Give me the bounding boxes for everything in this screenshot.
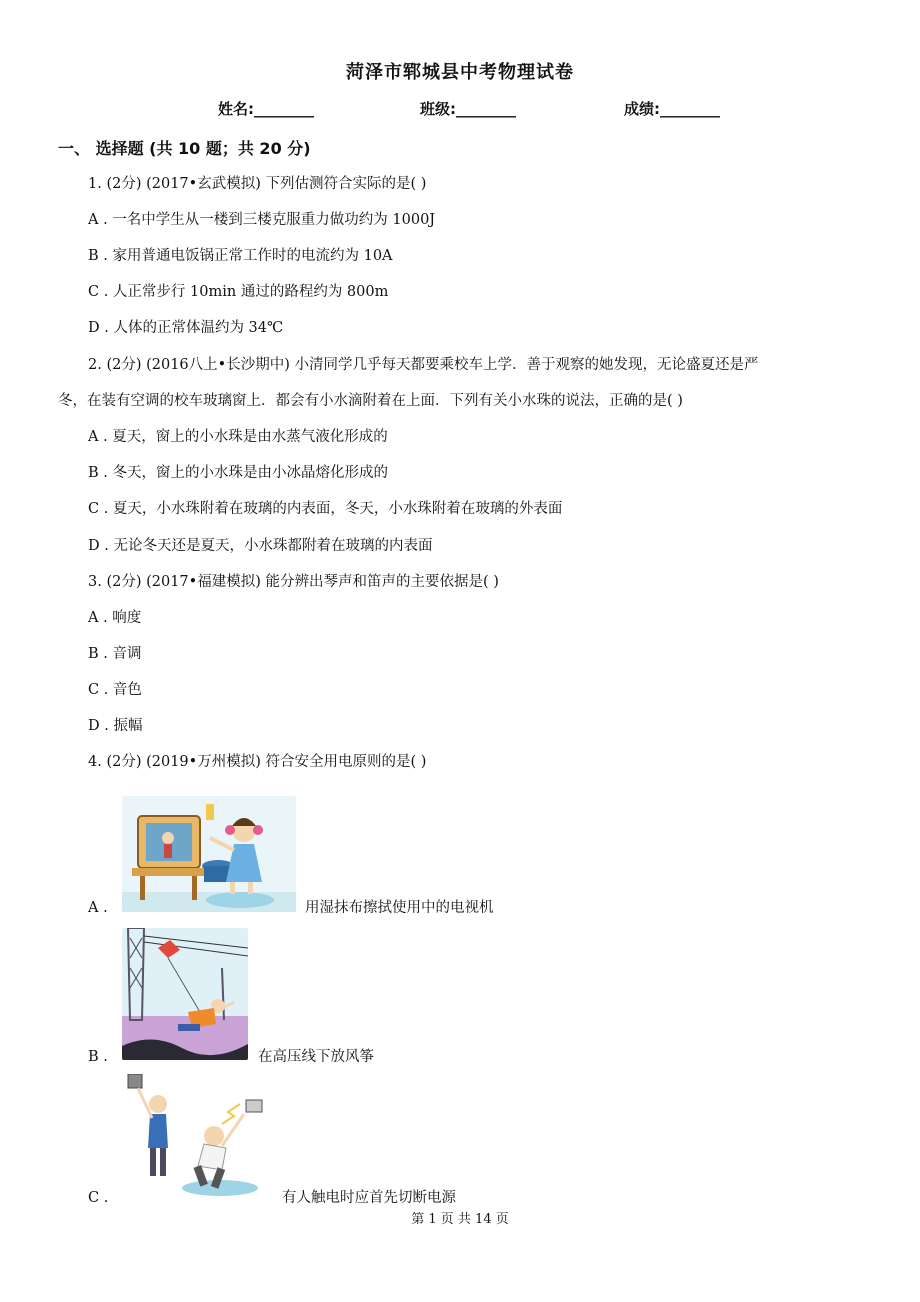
question-2-stem-line1: 2. (2分) (2016八上•长沙期中) 小清同学几乎每天都要乘校车上学．善于观察的她发现，无论盛夏还是严 [88, 357, 759, 373]
question-1-option-c: C . 人正常步行 10min 通过的路程约为 800m [88, 284, 389, 300]
question-2-option-c: C . 夏天，小水珠附着在玻璃的内表面，冬天，小水珠附着在玻璃的外表面 [88, 501, 563, 517]
question-3-option-c: C . 音色 [88, 682, 142, 698]
question-2-option-a: A . 夏天，窗上的小水珠是由水蒸气液化形成的 [88, 429, 388, 445]
question-1-stem: 1. (2分) (2017•玄武模拟) 下列估测符合实际的是( ) [88, 176, 427, 192]
tv-wiping-illustration [122, 796, 296, 912]
exam-title: 菏泽市郓城县中考物理试卷 [346, 62, 574, 83]
question-4-option-a-label: A . [88, 900, 108, 916]
question-4-option-c-label: C . [88, 1190, 109, 1206]
question-2-option-b: B . 冬天，窗上的小水珠是由小冰晶熔化形成的 [88, 465, 388, 481]
class-field-label: 班级:________ [420, 100, 516, 118]
question-3-option-d: D . 振幅 [88, 718, 143, 734]
question-4-option-a-text: 用湿抹布擦拭使用中的电视机 [305, 900, 494, 916]
question-3-option-b: B . 音调 [88, 646, 142, 662]
student-info-row [0, 98, 920, 122]
question-4-stem: 4. (2分) (2019•万州模拟) 符合安全用电原则的是( ) [88, 754, 427, 770]
question-4-option-b-label: B . [88, 1049, 108, 1065]
question-3-option-a: A . 响度 [88, 610, 142, 626]
score-field-label: 成绩:________ [624, 100, 720, 118]
electric-shock-illustration [122, 1074, 272, 1200]
question-4-option-c-text: 有人触电时应首先切断电源 [282, 1190, 456, 1206]
question-1-option-a: A . 一名中学生从一楼到三楼克服重力做功约为 1000J [88, 212, 436, 228]
question-1-option-b: B . 家用普通电饭锅正常工作时的电流约为 10A [88, 248, 393, 264]
question-1-option-d: D . 人体的正常体温约为 34℃ [88, 320, 284, 336]
page-footer: 第 1 页 共 14 页 [411, 1212, 509, 1227]
kite-power-line-illustration [122, 928, 248, 1060]
name-field-label: 姓名:________ [218, 100, 314, 118]
question-2-stem-line2: 冬，在装有空调的校车玻璃窗上．都会有小水滴附着在上面．下列有关小水珠的说法，正确的是( ) [58, 393, 683, 409]
question-2-option-d: D . 无论冬天还是夏天，小水珠都附着在玻璃的内表面 [88, 538, 433, 554]
question-4-option-b-text: 在高压线下放风筝 [258, 1049, 374, 1065]
question-3-stem: 3. (2分) (2017•福建模拟) 能分辨出琴声和笛声的主要依据是( ) [88, 574, 499, 590]
section-heading: 一、 选择题 (共 10 题；共 20 分) [58, 139, 311, 158]
